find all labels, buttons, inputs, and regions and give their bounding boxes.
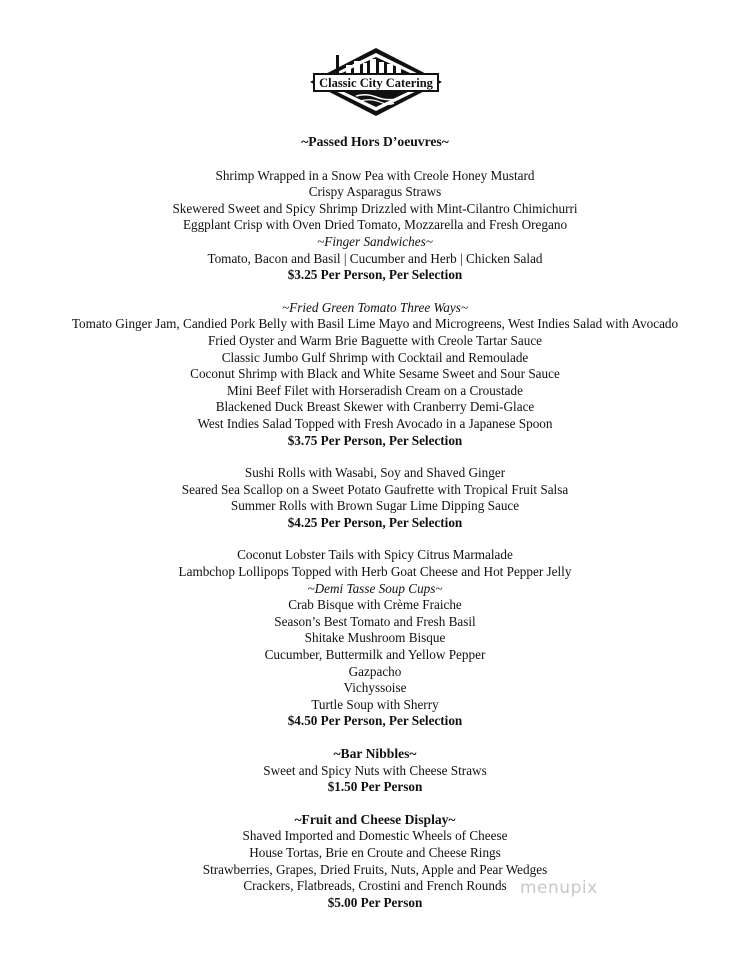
- menu-item: Coconut Shrimp with Black and White Sesame Sweet and Sour Sauce: [190, 366, 560, 382]
- menu-item: Skewered Sweet and Spicy Shrimp Drizzled with Mint-Cilantro Chimichurri: [172, 200, 578, 216]
- menu-body: [0, 134, 750, 911]
- menu-item: Shaved Imported and Domestic Wheels of Cheese: [242, 828, 508, 844]
- watermark: menupix: [520, 878, 598, 898]
- menu-item: Tomato, Bacon and Basil | Cucumber and Herb | Chicken Salad: [207, 250, 543, 266]
- menu-item: Shrimp Wrapped in a Snow Pea with Creole Honey Mustard: [215, 167, 535, 183]
- menu-item: Gazpacho: [348, 663, 402, 679]
- menu-item: Summer Rolls with Brown Sugar Lime Dipping Sauce: [230, 498, 520, 514]
- price-line: $3.25 Per Person, Per Selection: [287, 267, 463, 283]
- price-line: $1.50 Per Person: [327, 779, 423, 795]
- sub-heading-fried-green-tomato: ~Fried Green Tomato Three Ways~: [282, 299, 468, 315]
- menu-item: Vichyssoise: [343, 680, 407, 696]
- menu-item: Shitake Mushroom Bisque: [304, 630, 446, 646]
- menu-item: Eggplant Crisp with Oven Dried Tomato, Mozzarella and Fresh Oregano: [182, 217, 568, 233]
- sub-heading-finger-sandwiches: ~Finger Sandwiches~: [317, 233, 433, 249]
- logo-text: Classic City Catering: [319, 76, 433, 90]
- menu-item: Coconut Lobster Tails with Spicy Citrus Marmalade: [237, 547, 513, 563]
- menu-item: Lambchop Lollipops Topped with Herb Goat Cheese and Hot Pepper Jelly: [178, 564, 572, 580]
- menu-item: West Indies Salad Topped with Fresh Avocado in a Japanese Spoon: [197, 415, 553, 431]
- price-line: $4.25 Per Person, Per Selection: [287, 514, 463, 530]
- menu-item: Blackened Duck Breast Skewer with Cranberry Demi-Glace: [215, 399, 535, 415]
- menu-item: Crispy Asparagus Straws: [308, 184, 442, 200]
- section-heading-passed: ~Passed Hors D’oeuvres~: [301, 134, 449, 149]
- menu-item: Turtle Soup with Sherry: [311, 696, 439, 712]
- menu-item: House Tortas, Brie en Croute and Cheese Rings: [249, 844, 501, 860]
- menu-item: Sweet and Spicy Nuts with Cheese Straws: [263, 762, 487, 778]
- menu-item: Seared Sea Scallop on a Sweet Potato Gaufrette with Tropical Fruit Salsa: [181, 481, 569, 497]
- section-heading-fruit-cheese: ~Fruit and Cheese Display~: [294, 811, 456, 827]
- menu-item: Tomato Ginger Jam, Candied Pork Belly with Basil Lime Mayo and Microgreens, West Indies Salad with Avocado: [71, 316, 679, 332]
- menu-item: Season’s Best Tomato and Fresh Basil: [274, 613, 476, 629]
- company-logo: [308, 47, 444, 117]
- menu-item: Mini Beef Filet with Horseradish Cream on a Croustade: [227, 382, 523, 398]
- menu-item: Cucumber, Buttermilk and Yellow Pepper: [264, 647, 486, 663]
- menu-item: Classic Jumbo Gulf Shrimp with Cocktail and Remoulade: [221, 349, 529, 365]
- menu-item: Crackers, Flatbreads, Crostini and French Rounds: [243, 878, 507, 894]
- menu-item: Strawberries, Grapes, Dried Fruits, Nuts, Apple and Pear Wedges: [202, 861, 548, 877]
- section-heading-bar-nibbles: ~Bar Nibbles~: [333, 746, 417, 761]
- menu-item: Sushi Rolls with Wasabi, Soy and Shaved Ginger: [244, 465, 506, 481]
- menu-item: Fried Oyster and Warm Brie Baguette with Creole Tartar Sauce: [207, 332, 543, 348]
- price-line: $5.00 Per Person: [327, 894, 423, 910]
- price-line: $3.75 Per Person, Per Selection: [287, 432, 463, 448]
- menu-item: Crab Bisque with Crème Fraiche: [288, 597, 462, 613]
- sub-heading-demi-tasse: ~Demi Tasse Soup Cups~: [307, 580, 443, 596]
- price-line: $4.50 Per Person, Per Selection: [287, 713, 463, 729]
